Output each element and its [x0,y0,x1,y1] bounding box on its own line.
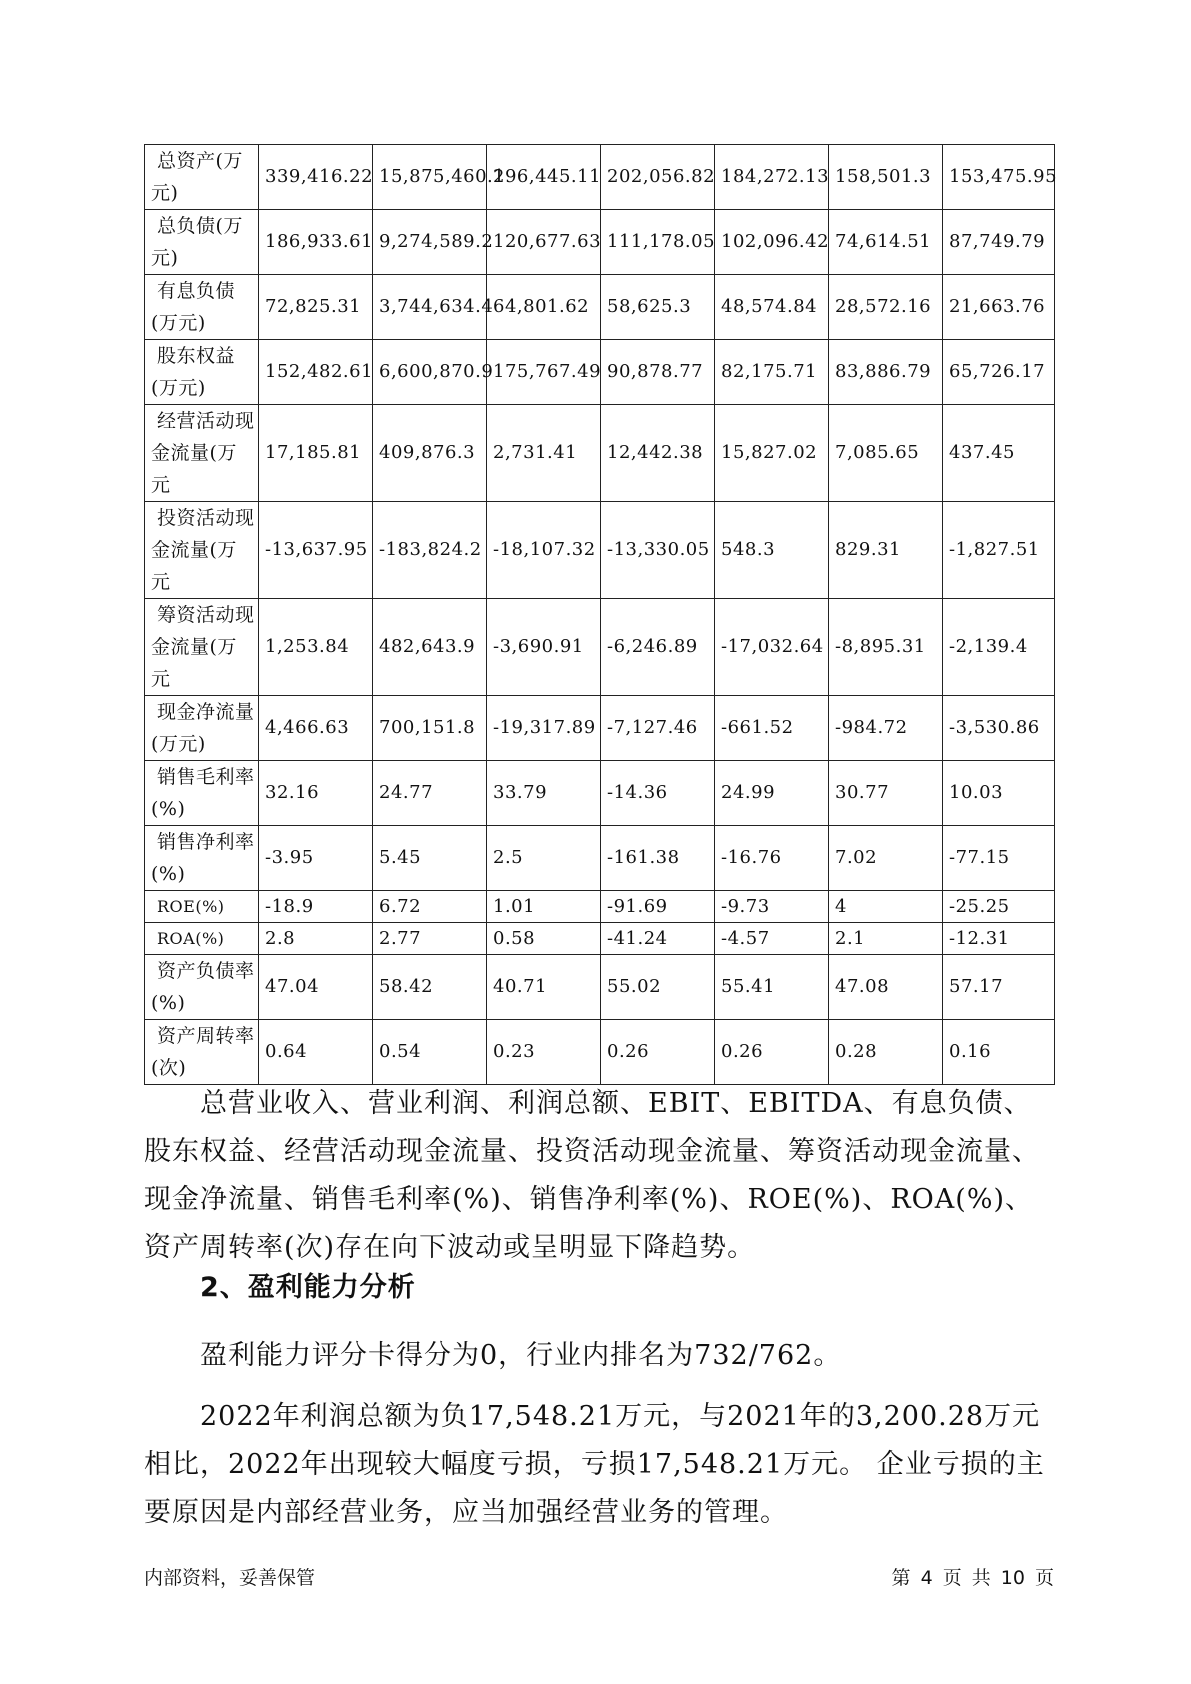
table-cell: 9,274,589.2 [373,210,487,275]
table-cell: 47.08 [829,955,943,1020]
table-cell: -25.25 [943,891,1055,923]
table-cell: 0.26 [601,1020,715,1085]
table-cell: 65,726.17 [943,340,1055,405]
row-label [145,145,259,210]
row-label-text: 资产周转率(次) [151,1025,255,1079]
table-row [145,955,1055,1020]
table-cell: 2.1 [829,923,943,955]
table-cell: 153,475.95 [943,145,1055,210]
table-row [145,599,1055,696]
row-label-text: ROE(%) [157,896,225,916]
table-cell: 1.01 [487,891,601,923]
table-cell: 12,442.38 [601,405,715,502]
table-cell: -77.15 [943,826,1055,891]
table-cell: 15,827.02 [715,405,829,502]
table-cell: -18.9 [259,891,373,923]
table-cell: -661.52 [715,696,829,761]
row-label [145,923,259,955]
table-cell: -17,032.64 [715,599,829,696]
table-cell: 21,663.76 [943,275,1055,340]
table-cell: 58,625.3 [601,275,715,340]
table-cell: 32.16 [259,761,373,826]
table-cell: 2.8 [259,923,373,955]
table-row [145,891,1055,923]
row-label [145,599,259,696]
section-heading: 2、盈利能力分析 [200,1272,416,1303]
table-cell: 548.3 [715,502,829,599]
table-cell: -6,246.89 [601,599,715,696]
table-cell: 186,933.61 [259,210,373,275]
row-label-text: 现金净流量(万元) [151,701,255,755]
row-label [145,761,259,826]
table-cell: 2,731.41 [487,405,601,502]
table-cell: 700,151.8 [373,696,487,761]
table-cell: 175,767.49 [487,340,601,405]
table-cell: 64,801.62 [487,275,601,340]
table-cell: -3,530.86 [943,696,1055,761]
table-row [145,1020,1055,1085]
table-cell: 17,185.81 [259,405,373,502]
table-cell: -41.24 [601,923,715,955]
row-label [145,210,259,275]
table-row [145,275,1055,340]
table-row [145,145,1055,210]
table-cell: 10.03 [943,761,1055,826]
loss-paragraph: 2022年利润总额为负17,548.21万元，与2021年的3,200.28万元相比，2022年出现较大幅度亏损，亏损17,548.21万元。 企业亏损的主要原因是内部经营业务，应当加强经营业务的管理。 [144,1401,1045,1528]
table-cell: 24.77 [373,761,487,826]
table-cell: 1,253.84 [259,599,373,696]
table-cell: -183,824.2 [373,502,487,599]
summary-paragraph: 总营业收入、营业利润、利润总额、EBIT、EBITDA、有息负债、股东权益、经营活动现金流量、投资活动现金流量、筹资活动现金流量、现金净流量、销售毛利率(%)、销售净利率(%)、ROE(%)、ROA(%)、资产周转率(次)存在向下波动或呈明显下降趋势。 [144,1088,1040,1263]
footer-confidential-note: 内部资料，妥善保管 [144,1567,316,1589]
table-cell: -91.69 [601,891,715,923]
table-cell: 40.71 [487,955,601,1020]
table-cell: 158,501.3 [829,145,943,210]
table-cell: 55.41 [715,955,829,1020]
table-cell: 28,572.16 [829,275,943,340]
table-cell: -8,895.31 [829,599,943,696]
row-label-text: 有息负债(万元) [151,280,236,334]
table-cell: 202,056.82 [601,145,715,210]
row-label [145,955,259,1020]
table-cell: -984.72 [829,696,943,761]
table-cell: 55.02 [601,955,715,1020]
table-cell: 2.5 [487,826,601,891]
table-cell: 0.28 [829,1020,943,1085]
row-label [145,502,259,599]
table-row [145,761,1055,826]
table-cell: 2.77 [373,923,487,955]
table-cell: 3,744,634.4 [373,275,487,340]
row-label-text: 经营活动现金流量(万元 [151,410,255,496]
table-cell: 0.58 [487,923,601,955]
table-cell: 47.04 [259,955,373,1020]
table-cell: -12.31 [943,923,1055,955]
table-cell: 82,175.71 [715,340,829,405]
footer-page-number: 第 4 页 共 10 页 [891,1567,1054,1589]
row-label-text: 总负债(万元) [151,215,243,269]
table-cell: 296,445.11 [487,145,601,210]
table-cell: -14.36 [601,761,715,826]
table-cell: -2,139.4 [943,599,1055,696]
table-cell: 24.99 [715,761,829,826]
table-cell: 83,886.79 [829,340,943,405]
table-cell: 6.72 [373,891,487,923]
table-row [145,210,1055,275]
table-cell: -19,317.89 [487,696,601,761]
table-row [145,405,1055,502]
table-row [145,340,1055,405]
table-cell: 15,875,460.1 [373,145,487,210]
table-cell: 4,466.63 [259,696,373,761]
table-cell: 7,085.65 [829,405,943,502]
row-label [145,1020,259,1085]
table-cell: 30.77 [829,761,943,826]
row-label [145,340,259,405]
table-cell: 74,614.51 [829,210,943,275]
table-cell: 7.02 [829,826,943,891]
table-row [145,502,1055,599]
table-cell: 57.17 [943,955,1055,1020]
table-cell: -1,827.51 [943,502,1055,599]
table-cell: 339,416.22 [259,145,373,210]
row-label-text: 销售净利率(%) [151,831,255,885]
table-cell: 6,600,870.9 [373,340,487,405]
row-label-text: 股东权益(万元) [151,345,236,399]
table-cell: 87,749.79 [943,210,1055,275]
table-cell: 0.23 [487,1020,601,1085]
table-cell: 0.16 [943,1020,1055,1085]
table-cell: -4.57 [715,923,829,955]
row-label [145,696,259,761]
table-cell: 0.64 [259,1020,373,1085]
row-label-text: 资产负债率(%) [151,960,255,1014]
table-cell: 111,178.05 [601,210,715,275]
score-paragraph: 盈利能力评分卡得分为0，行业内排名为732/762。 [200,1340,842,1371]
table-cell: 409,876.3 [373,405,487,502]
table-row [145,696,1055,761]
table-cell: 437.45 [943,405,1055,502]
row-label-text: 销售毛利率(%) [151,766,255,820]
table-cell: 482,643.9 [373,599,487,696]
table-cell: 5.45 [373,826,487,891]
table-cell: 48,574.84 [715,275,829,340]
table-cell: 72,825.31 [259,275,373,340]
table-cell: 0.26 [715,1020,829,1085]
row-label-text: ROA(%) [157,928,225,948]
table-cell: 90,878.77 [601,340,715,405]
table-cell: -13,637.95 [259,502,373,599]
table-cell: 829.31 [829,502,943,599]
row-label [145,826,259,891]
table-cell: -13,330.05 [601,502,715,599]
table-cell: -3.95 [259,826,373,891]
table-row [145,923,1055,955]
row-label-text: 总资产(万元) [151,150,243,204]
table-cell: 102,096.42 [715,210,829,275]
table-row [145,826,1055,891]
row-label [145,891,259,923]
row-label-text: 筹资活动现金流量(万元 [151,604,255,690]
table-cell: -9.73 [715,891,829,923]
table-cell: 0.54 [373,1020,487,1085]
row-label-text: 投资活动现金流量(万元 [151,507,255,593]
table-cell: 184,272.13 [715,145,829,210]
table-cell: -18,107.32 [487,502,601,599]
table-cell: 152,482.61 [259,340,373,405]
table-cell: -161.38 [601,826,715,891]
table-cell: 33.79 [487,761,601,826]
table-cell: -7,127.46 [601,696,715,761]
financial-indicators-table [144,144,1058,1085]
table-cell: -3,690.91 [487,599,601,696]
table-cell: 4 [829,891,943,923]
table-cell: 58.42 [373,955,487,1020]
row-label [145,275,259,340]
table-cell: -16.76 [715,826,829,891]
table-body [145,145,1058,1085]
table-cell: 120,677.63 [487,210,601,275]
row-label [145,405,259,502]
